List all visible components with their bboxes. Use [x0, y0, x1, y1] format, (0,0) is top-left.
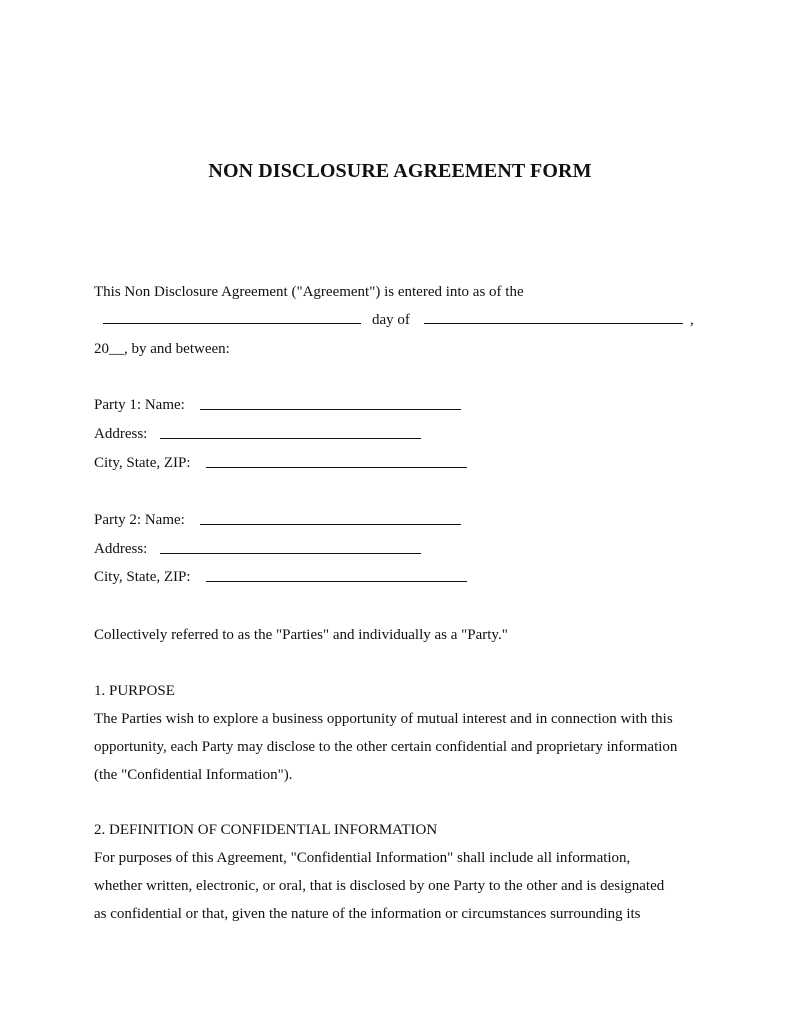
section-text-line: The Parties wish to explore a business opportunity of mutual interest and in connection with this [94, 711, 673, 727]
section-heading: 2. DEFINITION OF CONFIDENTIAL INFORMATION [94, 822, 438, 838]
party1-name-label: Party 1: Name: [94, 397, 185, 413]
intro-line: This Non Disclosure Agreement ("Agreement") is entered into as of the [94, 284, 524, 300]
party1-city-field[interactable] [206, 467, 467, 468]
day-blank[interactable] [103, 323, 361, 324]
section-text-line: whether written, electronic, or oral, that is disclosed by one Party to the other and is designated [94, 878, 665, 894]
section-text-line: (the "Confidential Information"). [94, 767, 293, 783]
collective-text: Collectively referred to as the "Parties" and individually as a "Party." [94, 627, 508, 643]
party2-city-field[interactable] [206, 581, 467, 582]
party2-name-field[interactable] [200, 524, 461, 525]
section-text-line: as confidential or that, given the nature of the information or circumstances surrounding its [94, 906, 641, 922]
section-text-line: opportunity, each Party may disclose to the other certain confidential and proprietary information [94, 739, 678, 755]
party1-name-field[interactable] [200, 409, 461, 410]
month-blank[interactable] [424, 323, 683, 324]
party1-address-field[interactable] [160, 438, 421, 439]
party1-address-label: Address: [94, 426, 148, 442]
party2-name-label: Party 2: Name: [94, 512, 185, 528]
comma: , [690, 312, 694, 328]
party2-address-label: Address: [94, 541, 148, 557]
section-text-line: For purposes of this Agreement, "Confidential Information" shall include all information, [94, 850, 631, 866]
document-title: NON DISCLOSURE AGREEMENT FORM [208, 160, 592, 182]
party2-address-field[interactable] [160, 553, 421, 554]
year-line: 20__, by and between: [94, 341, 230, 357]
day-of-label: day of [372, 312, 410, 328]
party1-city-label: City, State, ZIP: [94, 455, 191, 471]
section-heading: 1. PURPOSE [94, 683, 175, 699]
party2-city-label: City, State, ZIP: [94, 569, 191, 585]
